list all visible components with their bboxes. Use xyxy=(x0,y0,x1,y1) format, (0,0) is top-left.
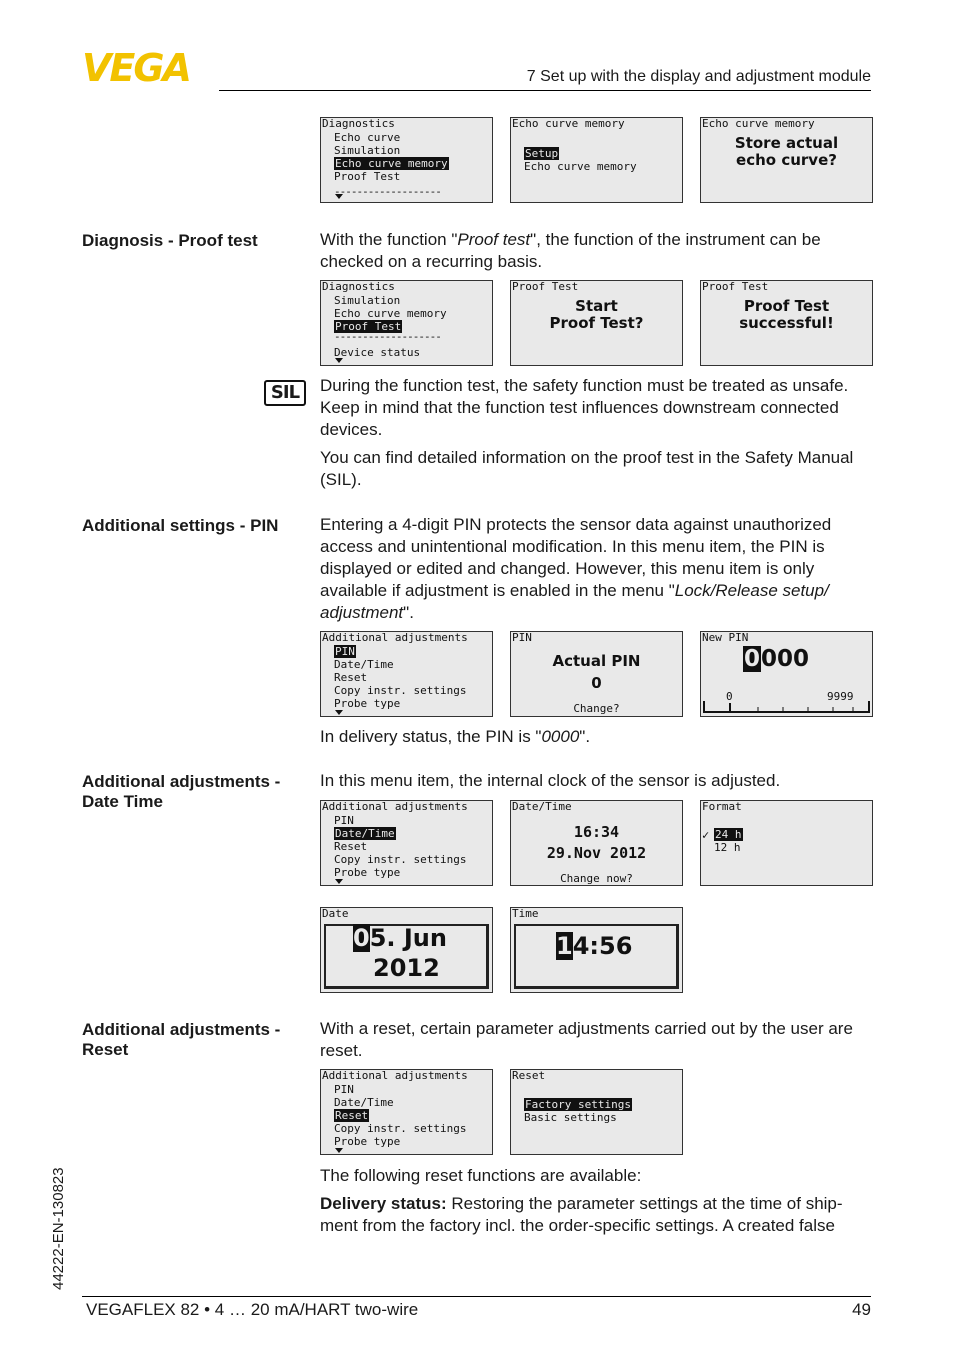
menu-row-selected: Proof Test xyxy=(335,320,402,333)
lcd-new-pin xyxy=(700,631,873,717)
lcd-date-time xyxy=(510,800,683,886)
range-max: 9999 xyxy=(827,690,854,703)
lcd-time-edit xyxy=(510,907,683,993)
lcd-title: Echo curve memory xyxy=(702,117,815,130)
menu-row: Echo curve memory xyxy=(524,160,637,173)
time-rest: 4:56 xyxy=(572,932,633,960)
lcd-message: successful! xyxy=(739,314,834,332)
footer-rule xyxy=(82,1296,871,1297)
safety-manual-note: You can find detailed information on the proof test in the Safety Manual (SIL). xyxy=(320,448,854,489)
section-heading-pin: Additional settings - PIN xyxy=(82,516,279,535)
header-rule xyxy=(219,90,871,91)
check-icon: ✓ xyxy=(702,828,710,842)
menu-row: Probe type xyxy=(334,697,401,710)
lcd-additional-adjust-reset xyxy=(320,1069,493,1155)
range-min: 0 xyxy=(726,690,733,703)
menu-row-selected: PIN xyxy=(335,645,355,658)
lcd-title: Format xyxy=(702,800,742,813)
pin-scale xyxy=(703,700,871,714)
date-value: 29.Nov 2012 xyxy=(546,844,647,862)
lcd-title: Reset xyxy=(512,1069,546,1082)
lcd-title: Date/Time xyxy=(512,800,572,813)
pin-cursor-digit: 0 xyxy=(744,646,761,672)
lcd-title: Proof Test xyxy=(702,280,769,293)
time-value: 16:34 xyxy=(573,823,620,841)
reset-intro: With a reset, certain parameter adjustments carried out by the user are reset. xyxy=(320,1019,853,1060)
lcd-date-edit xyxy=(320,907,493,993)
lcd-message: echo curve? xyxy=(736,151,837,169)
page-number: 49 xyxy=(852,1300,871,1319)
lcd-title: PIN xyxy=(512,631,532,644)
scroll-down-icon xyxy=(335,710,343,715)
lcd-diagnostics-menu: Diagnostics Echo curve Simulation Echo curve memory Proof Test ------------------- xyxy=(320,117,493,203)
sil-icon: SIL xyxy=(264,380,306,406)
menu-row: Echo curve memory xyxy=(334,307,447,320)
lcd-reset-menu xyxy=(510,1069,683,1155)
menu-row: Reset xyxy=(334,671,368,684)
reset-available-text: The following reset functions are available: xyxy=(320,1166,642,1185)
lcd-title: Diagnostics xyxy=(322,280,395,293)
scroll-down-icon xyxy=(335,194,343,199)
menu-row: Copy instr. settings xyxy=(334,684,467,697)
menu-row-selected: Date/Time xyxy=(335,827,395,840)
menu-row: Basic settings xyxy=(524,1111,617,1124)
menu-row: Copy instr. settings xyxy=(334,853,467,866)
scroll-down-icon xyxy=(335,1148,343,1153)
pin-digits: 000 xyxy=(761,646,810,672)
proof-test-intro: With the function "Proof test", the function of the instrument can be checked on a recurring basis. xyxy=(320,230,821,271)
menu-row-selected: Reset xyxy=(335,1109,369,1122)
lcd-title: Date xyxy=(322,907,349,920)
format-option: 12 h xyxy=(714,841,741,854)
lcd-message: Start xyxy=(575,297,618,315)
pin-delivery-note: In delivery status, the PIN is "0000". xyxy=(320,727,591,746)
svg-text:VEGA: VEGA xyxy=(82,50,190,84)
menu-row: Simulation xyxy=(334,294,401,307)
lcd-title: New PIN xyxy=(702,631,749,644)
lcd-title: Additional adjustments xyxy=(322,1069,468,1082)
vega-logo xyxy=(82,50,212,84)
datetime-intro: In this menu item, the internal clock of the sensor is adjusted. xyxy=(320,771,781,790)
lcd-message: Actual PIN xyxy=(552,652,641,670)
lcd-additional-adjust-date xyxy=(320,800,493,886)
lcd-message: Store actual xyxy=(734,134,839,152)
lcd-proof-successful xyxy=(700,280,873,366)
menu-row-selected: Setup xyxy=(525,147,559,160)
menu-row: Copy instr. settings xyxy=(334,1122,467,1135)
lcd-footer: Change? xyxy=(573,702,620,715)
lcd-message: Proof Test? xyxy=(549,314,644,332)
scroll-down-icon xyxy=(335,879,343,884)
menu-row: PIN xyxy=(334,1083,354,1096)
chapter-header: 7 Set up with the display and adjustment module xyxy=(526,68,871,85)
date-cursor-digit: 0 xyxy=(353,924,370,952)
menu-row: Date/Time xyxy=(334,1096,394,1109)
lcd-title: Diagnostics xyxy=(322,117,395,130)
lcd-store-echo xyxy=(700,117,873,203)
lcd-actual-pin xyxy=(510,631,683,717)
menu-row: Reset xyxy=(334,840,368,853)
lcd-message: Proof Test xyxy=(743,297,830,315)
menu-row: Probe type xyxy=(334,866,401,879)
menu-row: PIN xyxy=(334,814,354,827)
lcd-start-proof xyxy=(510,280,683,366)
sil-warning-text: During the function test, the safety function must be treated as unsafe. Keep in mind that the function test influences downstream connected devices. xyxy=(320,376,849,439)
lcd-title: Echo curve memory xyxy=(512,117,625,130)
date-year: 2012 xyxy=(373,954,440,982)
date-day-month: 5. Jun xyxy=(369,924,447,952)
menu-row: Date/Time xyxy=(334,658,394,671)
lcd-diagnostics-proof: Diagnostics Simulation Echo curve memory Proof Test ------------------- Device status xyxy=(320,280,493,366)
lcd-title: Time xyxy=(512,907,539,920)
menu-row: Proof Test xyxy=(334,170,401,183)
menu-row: Simulation xyxy=(334,144,401,157)
lcd-additional-adjust-pin xyxy=(320,631,493,717)
menu-row-selected: Echo curve memory xyxy=(335,157,448,170)
menu-row: Probe type xyxy=(334,1135,401,1148)
menu-row: Echo curve xyxy=(334,131,401,144)
time-cursor-digit: 1 xyxy=(556,932,573,960)
menu-row: Device status xyxy=(334,346,421,359)
lcd-echo-memory-menu xyxy=(510,117,683,203)
lcd-title: Additional adjustments xyxy=(322,631,468,644)
section-heading-date-time: Additional adjustments - Date Time xyxy=(82,772,281,811)
document-id: 44222-EN-130823 xyxy=(50,1167,67,1290)
pin-intro: Entering a 4-digit PIN protects the sensor data against unauthorized access and unintentional modification. In this menu item, the PIN is displayed or edited and changed. However, this menu item is only available if adjustment is enabled in the menu "Lock/Release setup/ adjustment". xyxy=(320,515,832,622)
lcd-title: Additional adjustments xyxy=(322,800,468,813)
scroll-down-icon xyxy=(335,358,343,363)
menu-row-selected: Factory settings xyxy=(525,1098,631,1111)
section-heading-reset: Additional adjustments - Reset xyxy=(82,1020,281,1059)
section-heading-proof-test: Diagnosis - Proof test xyxy=(82,231,258,250)
lcd-footer: Change now? xyxy=(560,872,633,885)
reset-delivery-status: Delivery status: Restoring the parameter settings at the time of ship-ment from the factory incl. the order-specific settings. A created false xyxy=(320,1194,843,1235)
footer-product: VEGAFLEX 82 • 4 … 20 mA/HART two-wire xyxy=(86,1300,419,1319)
pin-value: 0 xyxy=(591,674,602,692)
format-option-selected: 24 h xyxy=(715,828,742,841)
lcd-title: Proof Test xyxy=(512,280,579,293)
lcd-format xyxy=(700,800,873,886)
